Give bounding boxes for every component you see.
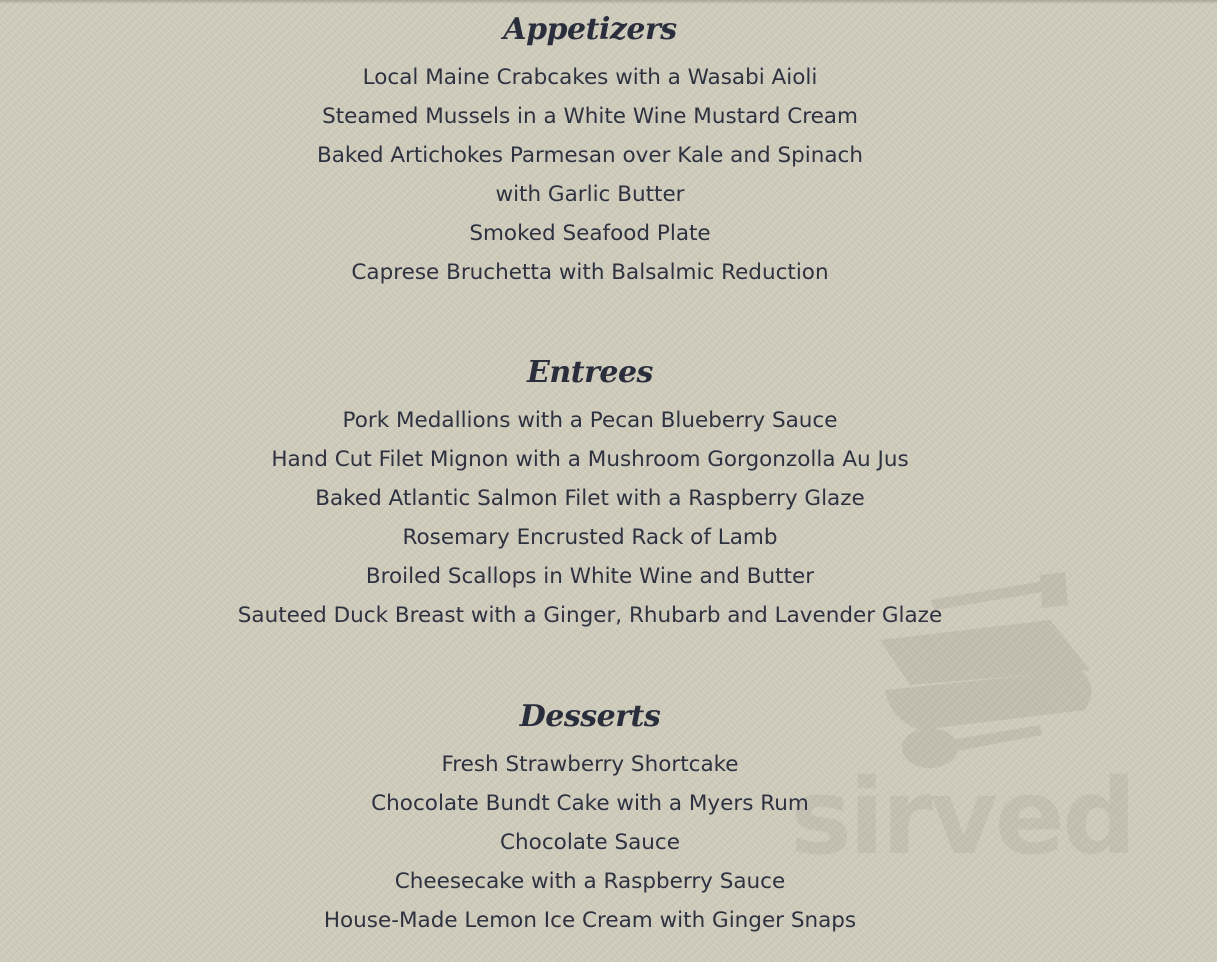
menu-item: Rosemary Encrusted Rack of Lamb [402, 525, 778, 550]
menu-item: Baked Atlantic Salmon Filet with a Raspberry Glaze [315, 486, 865, 511]
desserts-list [0, 745, 1180, 940]
appetizers-section [0, 2, 1180, 292]
menu-item: Baked Artichokes Parmesan over Kale and Spinach [317, 143, 863, 168]
entrees-list [0, 401, 1180, 635]
menu-item: Pork Medallions with a Pecan Blueberry Sauce [342, 408, 838, 433]
menu-item: Hand Cut Filet Mignon with a Mushroom Gorgonzolla Au Jus [271, 447, 909, 472]
appetizers-list [0, 58, 1180, 292]
menu-item: Fresh Strawberry Shortcake [441, 752, 739, 777]
menu-item: House-Made Lemon Ice Cream with Ginger Snaps [323, 908, 857, 933]
menu-item: Cheesecake with a Raspberry Sauce [394, 869, 786, 894]
menu-item: Local Maine Crabcakes with a Wasabi Aioli [362, 65, 818, 90]
menu-item: Sauteed Duck Breast with a Ginger, Rhubarb and Lavender Glaze [237, 603, 943, 628]
menu-item: Broiled Scallops in White Wine and Butter [365, 564, 815, 589]
menu-item: Chocolate Sauce [500, 830, 680, 855]
menu-item: Steamed Mussels in a White Wine Mustard Cream [322, 104, 858, 129]
desserts-section [0, 689, 1180, 940]
appetizers-heading: Appetizers [503, 12, 677, 47]
menu-item: Caprese Bruchetta with Balsalmic Reduction [351, 260, 829, 285]
menu-item: with Garlic Butter [495, 182, 685, 207]
watermark-text: sirved [790, 756, 1134, 878]
menu-item: Chocolate Bundt Cake with a Myers Rum [371, 791, 809, 816]
entrees-heading: Entrees [527, 355, 653, 390]
entrees-section [0, 345, 1180, 635]
desserts-heading: Desserts [519, 699, 661, 734]
menu-item: Smoked Seafood Plate [469, 221, 711, 246]
